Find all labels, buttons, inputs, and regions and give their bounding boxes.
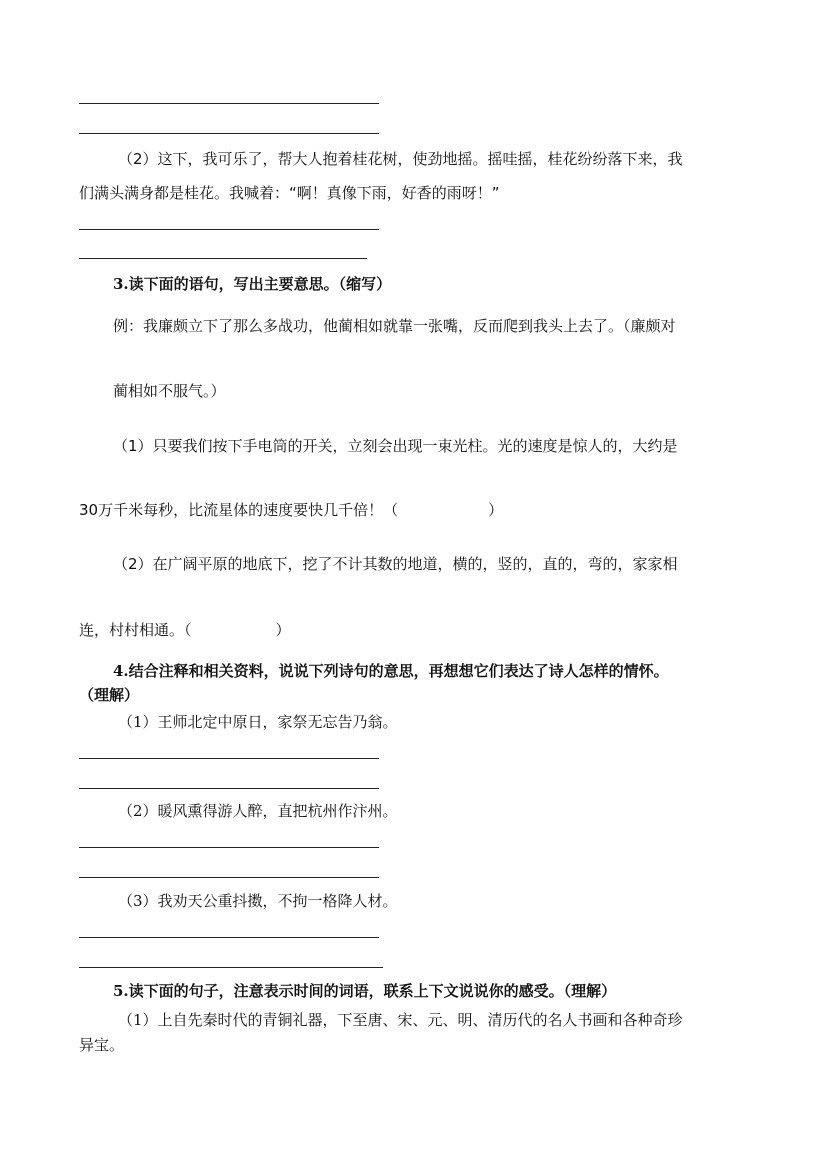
question-line [79, 500, 503, 520]
example-line: 蔺相如不服气。） [113, 382, 226, 400]
poem-line: （3）我劝天公重抖擞，不拘一格降人材。 [118, 892, 398, 910]
paragraph-line: 异宝。 [79, 1036, 125, 1054]
answer-line[interactable] [79, 847, 379, 848]
answer-line[interactable] [79, 133, 379, 134]
section-heading: 4.结合注释和相关资料，说说下列诗句的意思，再想想它们表达了诗人怎样的情怀。 [113, 662, 669, 680]
section-heading: 5.读下面的句子，注意表示时间的词语，联系上下文说说你的感受。（理解） [113, 982, 617, 1000]
answer-line[interactable] [79, 258, 367, 259]
answer-line[interactable] [79, 788, 379, 789]
paragraph-line: （2）这下，我可乐了，帮大人抱着桂花树，使劲地摇。摇哇摇，桂花纷纷落下来，我 [118, 150, 683, 168]
answer-line[interactable] [79, 103, 379, 104]
closing-paren: ） [488, 501, 504, 519]
poem-line: （2）暖风熏得游人醉，直把杭州作汴州。 [118, 802, 398, 820]
paragraph-line: 们满头满身都是桂花。我喊着：“啊！真像下雨，好香的雨呀！” [79, 184, 500, 202]
question-text: 连，村村相通。（ [79, 621, 192, 639]
paragraph-line: （1）上自先秦时代的青铜礼器，下至唐、宋、元、明、清历代的名人书画和各种奇珍 [118, 1011, 683, 1029]
question-text: 30万千米每秒，比流星体的速度要快几千倍！（ [79, 501, 399, 519]
question-line [79, 620, 291, 640]
section-heading: 3.读下面的语句，写出主要意思。（缩写） [113, 275, 392, 293]
answer-line[interactable] [79, 967, 383, 968]
answer-line[interactable] [79, 877, 379, 878]
question-line: （1）只要我们按下手电筒的开关，立刻会出现一束光柱。光的速度是惊人的，大约是 [113, 437, 678, 455]
answer-line[interactable] [79, 229, 379, 230]
closing-paren: ） [275, 621, 291, 639]
answer-line[interactable] [79, 758, 379, 759]
poem-line: （1）王师北定中原日，家祭无忘告乃翁。 [118, 713, 398, 731]
question-line: （2）在广阔平原的地底下，挖了不计其数的地道，横的，竖的，直的，弯的，家家相 [113, 555, 678, 573]
answer-line[interactable] [79, 937, 379, 938]
example-line: 例：我廉颇立下了那么多战功，他蔺相如就靠一张嘴，反而爬到我头上去了。（廉颇对 [113, 317, 676, 335]
section-heading-cont: （理解） [79, 686, 140, 704]
